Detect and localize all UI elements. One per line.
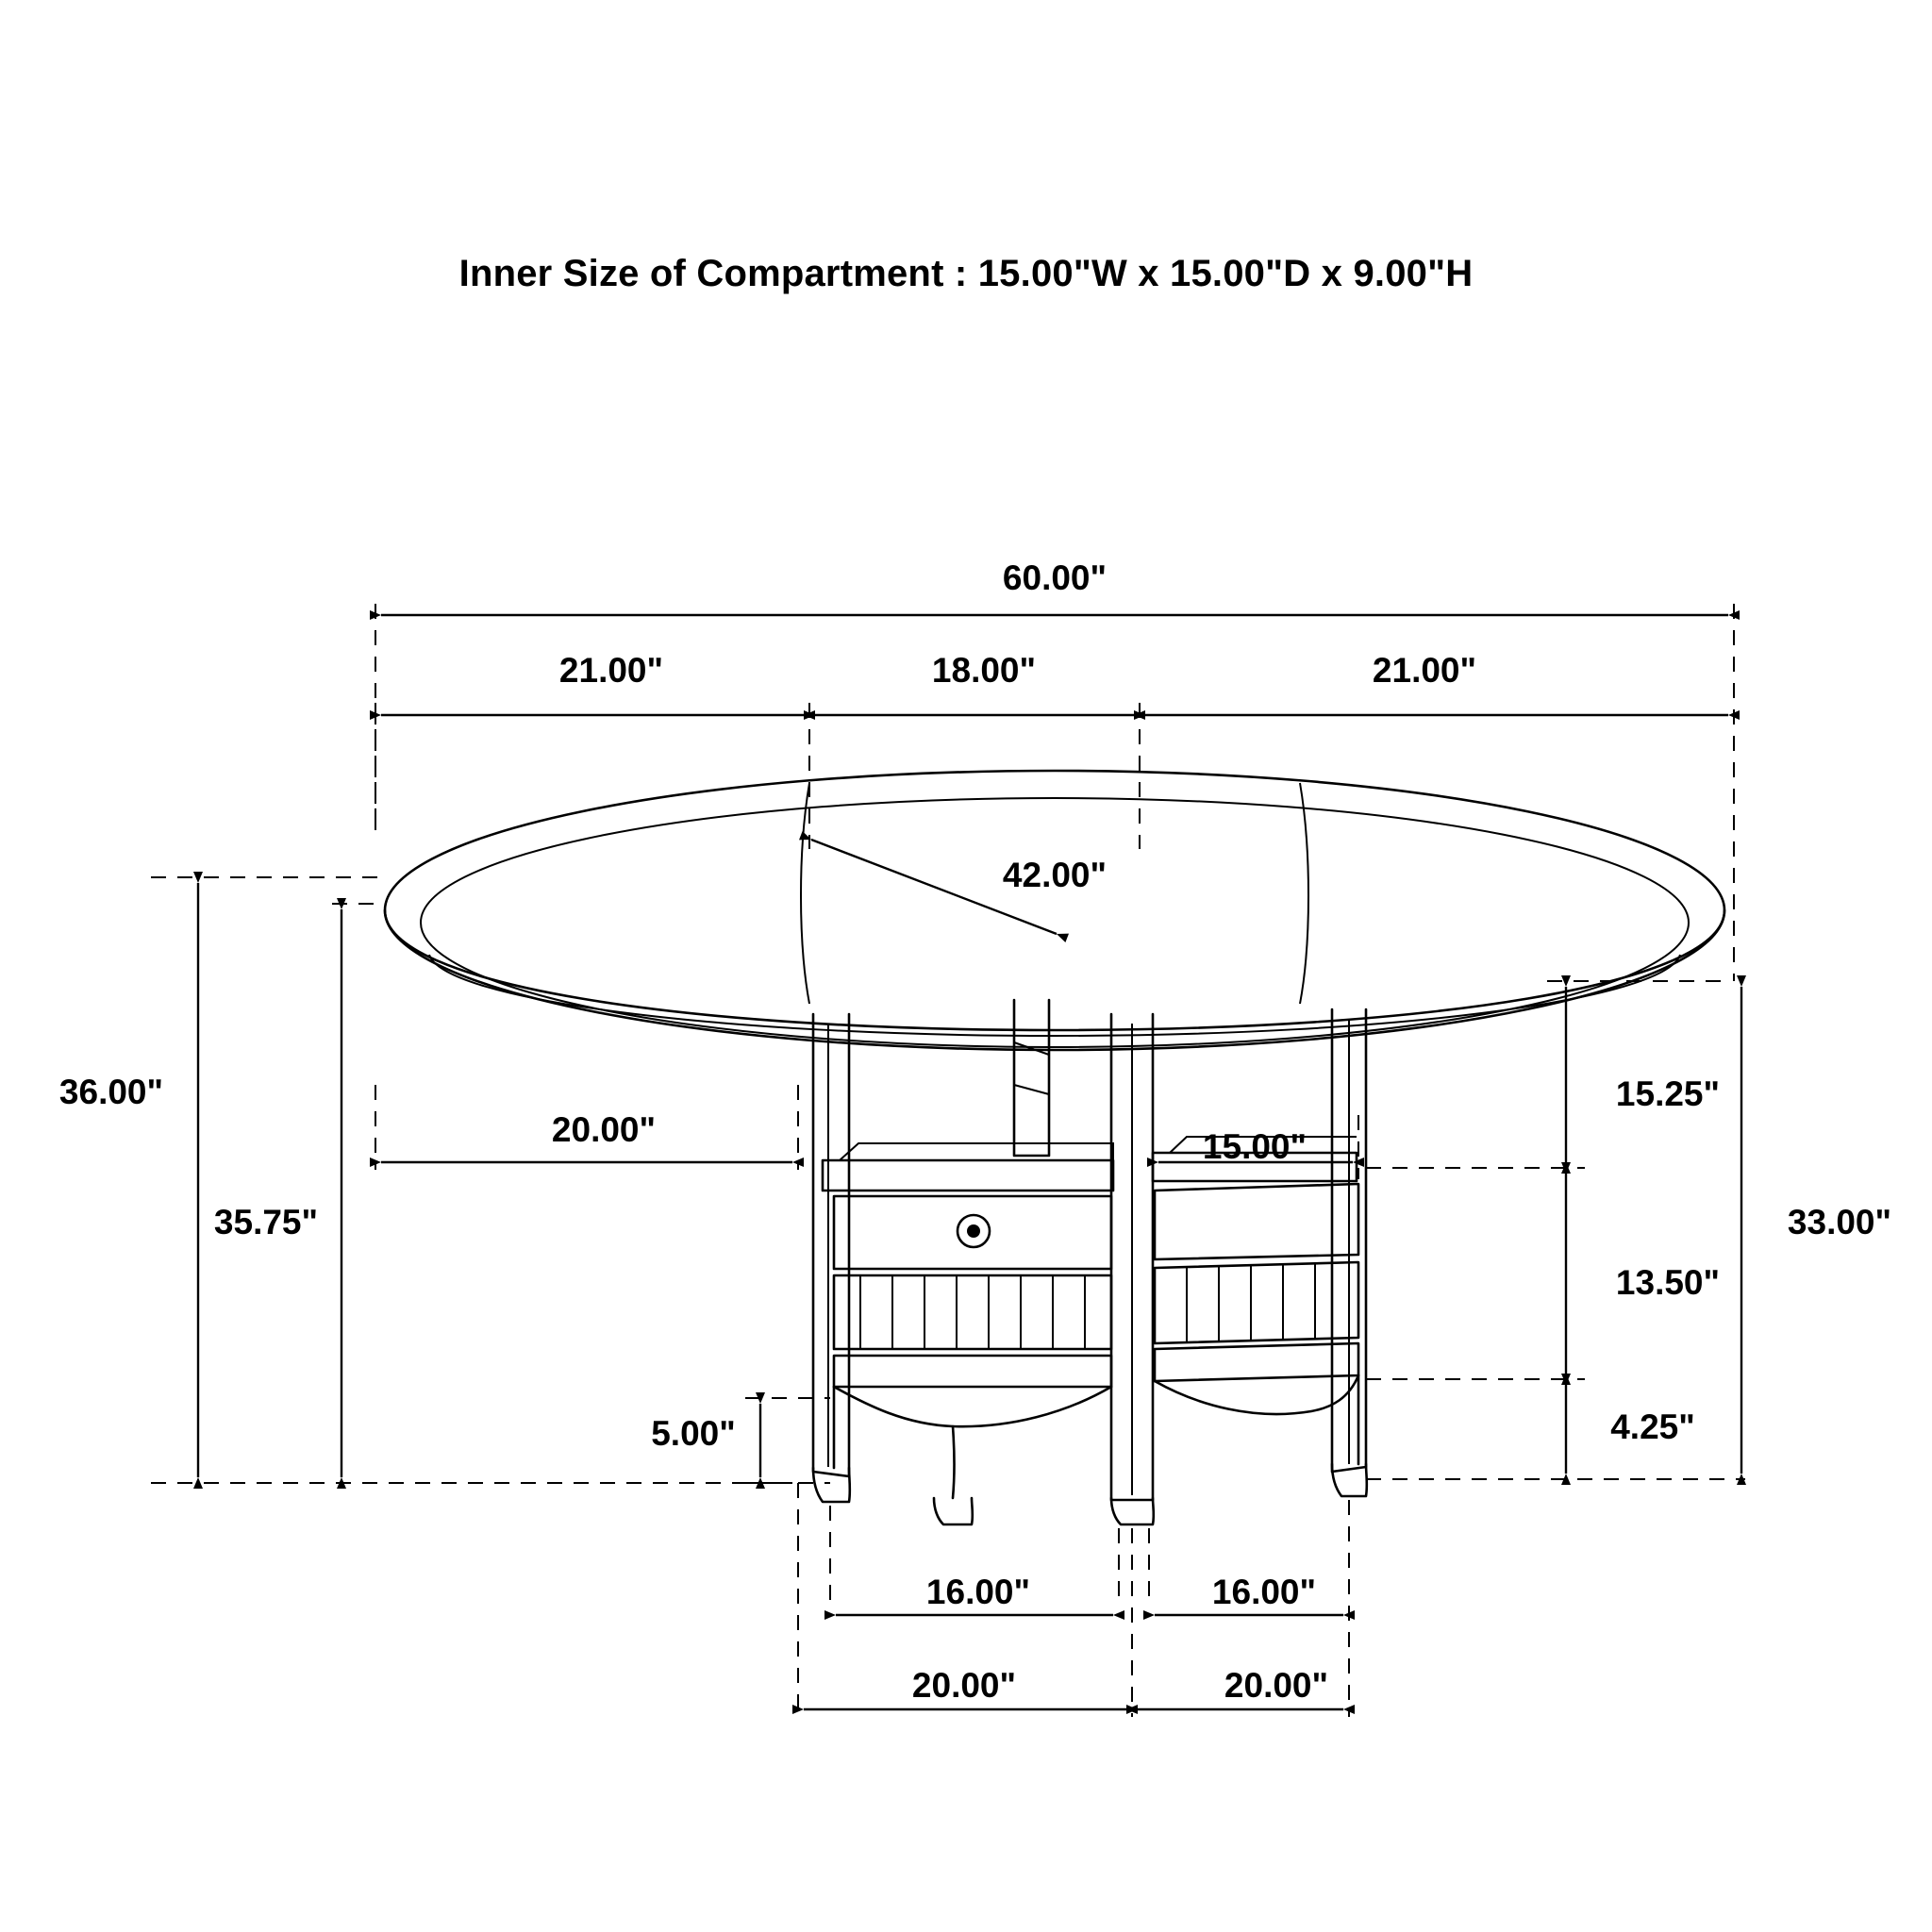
label-base-total-height: 33.00" xyxy=(1787,1203,1892,1241)
label-left-leaf-width: 21.00" xyxy=(558,651,664,690)
label-shelf-to-top: 15.25" xyxy=(1615,1074,1721,1113)
label-base-span-left: 20.00" xyxy=(911,1666,1017,1705)
page-title: Inner Size of Compartment : 15.00"W x 15.00"D x 9.00"H xyxy=(458,253,1474,294)
label-base-top-width: 20.00" xyxy=(551,1110,657,1149)
label-drawer-zone-height: 13.50" xyxy=(1615,1263,1721,1302)
label-foot-span-left: 16.00" xyxy=(925,1573,1031,1611)
label-foot-height: 5.00" xyxy=(651,1414,736,1453)
label-center-leaf-width: 18.00" xyxy=(931,651,1037,690)
label-overall-width: 60.00" xyxy=(1002,558,1108,597)
dimension-labels xyxy=(59,558,1891,1705)
label-shelf-width: 15.00" xyxy=(1202,1127,1307,1166)
label-right-leaf-width: 21.00" xyxy=(1372,651,1477,690)
label-floor-clearance: 4.25" xyxy=(1610,1407,1695,1446)
label-base-span-right: 20.00" xyxy=(1224,1666,1329,1705)
label-overall-height: 36.00" xyxy=(58,1073,164,1111)
label-foot-span-right: 16.00" xyxy=(1211,1573,1317,1611)
label-table-depth: 42.00" xyxy=(1002,856,1108,894)
label-table-height: 35.75" xyxy=(213,1203,319,1241)
